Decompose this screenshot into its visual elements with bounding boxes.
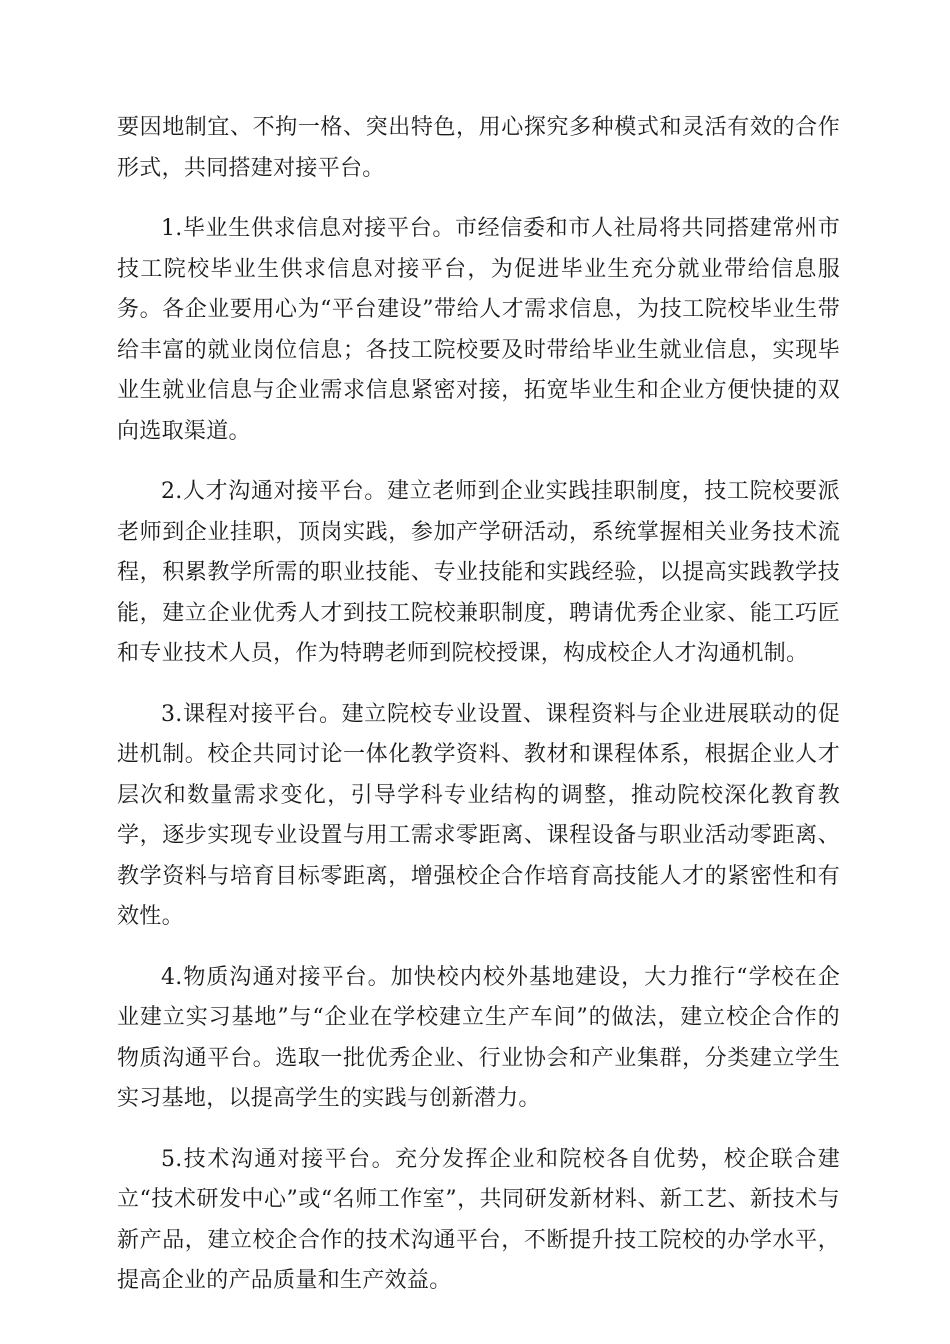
paragraph-talent-platform: 2.人才沟通对接平台。建立老师到企业实践挂职制度，技工院校要派老师到企业挂职，顶岗实践，参加产学研活动，系统掌握相关业务技术流程，积累教学所需的职业技能、专业技能和实践经验，以提高实践教学技能，建立企业优秀人才到技工院校兼职制度，聘请优秀企业家、能工巧匠和专业技术人员，作为特聘老师到院校授课，构成校企人才沟通机制。 <box>117 479 840 666</box>
paragraph-material-platform: 4.物质沟通对接平台。加快校内校外基地建设，大力推行“学校在企业建立实习基地”与“企业在学校建立生产车间”的做法，建立校企合作的物质沟通平台。选取一批优秀企业、行业协会和产业集群，分类建立学生实习基地，以提高学生的实践与创新潜力。 <box>117 964 840 1111</box>
paragraph-graduate-platform: 1.毕业生供求信息对接平台。市经信委和市人社局将共同搭建常州市技工院校毕业生供求信息对接平台，为促进毕业生充分就业带给信息服务。各企业要用心为“平台建设”带给人才需求信息，为技工院校毕业生带给丰富的就业岗位信息；各技工院校要及时带给毕业生就业信息，实现毕业生就业信息与企业需求信息紧密对接，拓宽毕业生和企业方便快捷的双向选取渠道。 <box>117 216 840 444</box>
paragraph-course-platform: 3.课程对接平台。建立院校专业设置、课程资料与企业进展联动的促进机制。校企共同讨论一体化教学资料、教材和课程体系，根据企业人才层次和数量需求变化，引导学科专业结构的调整，推动院校深化教育教学，逐步实现专业设置与用工需求零距离、课程设备与职业活动零距离、教学资料与培育目标零距离，增强校企合作培育高技能人才的紧密性和有效性。 <box>117 701 840 929</box>
paragraph-intro: 要因地制宜、不拘一格、突出特色，用心探究多种模式和灵活有效的合作形式，共同搭建对接平台。 <box>117 115 840 181</box>
paragraph-technology-platform: 5.技术沟通对接平台。充分发挥企业和院校各自优势，校企联合建立“技术研发中心”或“名师工作室”，共同研发新材料、新工艺、新技术与新产品，建立校企合作的技术沟通平台，不断提升技工院校的办学水平，提高企业的产品质量和生产效益。 <box>117 1146 840 1293</box>
